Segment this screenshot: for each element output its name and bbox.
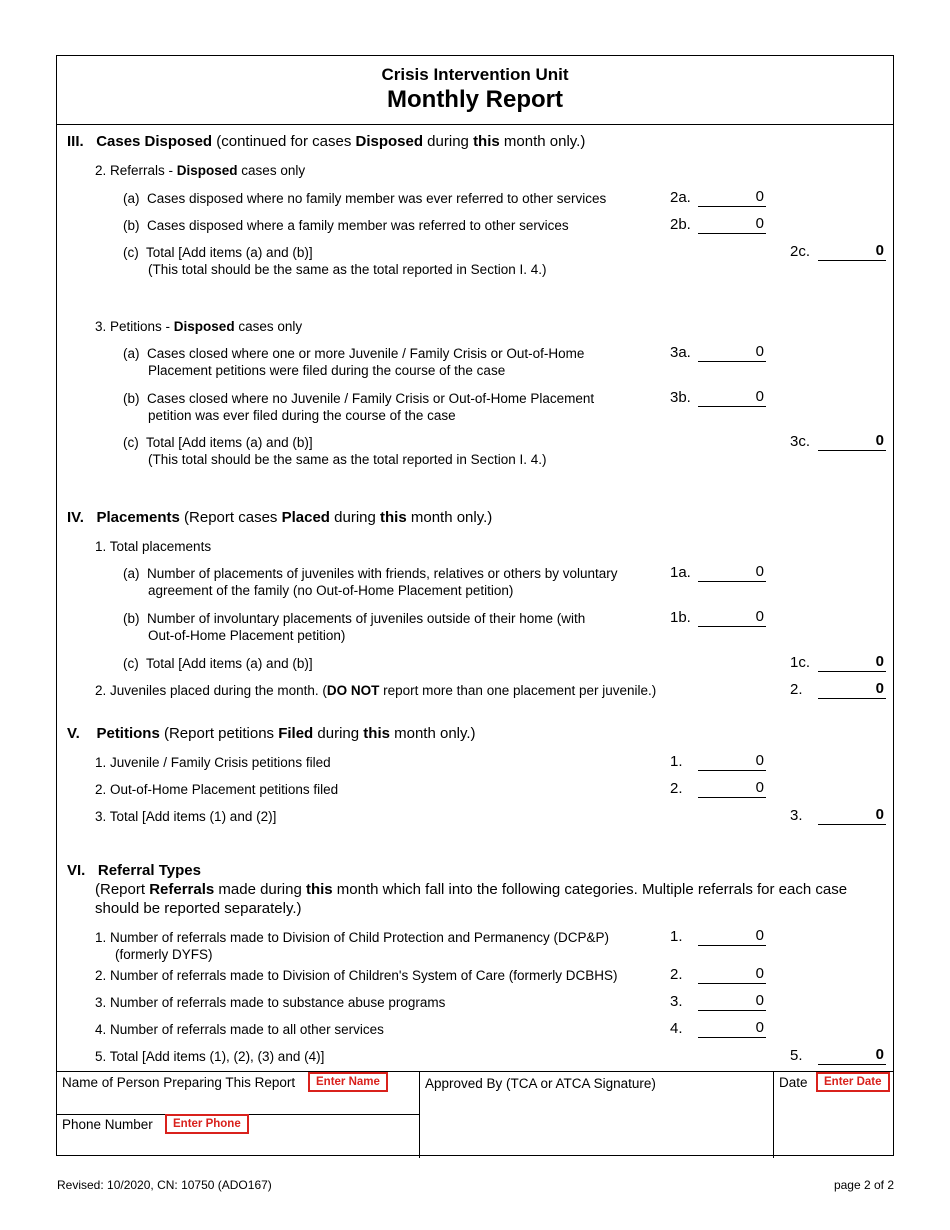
item-1a-cont: agreement of the family (no Out-of-Home Placement petition) xyxy=(148,583,514,598)
item-6-1-cont: (formerly DYFS) xyxy=(115,947,213,962)
value-6-3[interactable]: 0 xyxy=(698,992,766,1011)
signature-block xyxy=(57,1071,893,1158)
item-1b-cont: Out-of-Home Placement petition) xyxy=(148,628,346,643)
value-2c[interactable]: 0 xyxy=(818,242,886,261)
item-3c-note: (This total should be the same as the total reported in Section I. 4.) xyxy=(148,452,547,467)
value-5-2[interactable]: 0 xyxy=(698,779,766,798)
item-3a-cont: Placement petitions were filed during the course of the case xyxy=(148,363,506,378)
item-3b-cont: petition was ever filed during the course of the case xyxy=(148,408,456,423)
value-3b[interactable]: 0 xyxy=(698,388,766,407)
value-3a[interactable]: 0 xyxy=(698,343,766,362)
code-6-5: 5. xyxy=(790,1047,803,1064)
item-6-2: 2. Number of referrals made to Division of Children's System of Care (formerly DCBHS) xyxy=(95,968,618,983)
item-3a: (a) Cases closed where one or more Juvenile / Family Crisis or Out-of-Home xyxy=(123,346,585,361)
code-6-2: 2. xyxy=(670,966,683,983)
unit-name: Crisis Intervention Unit xyxy=(381,65,569,84)
petitions-heading: 3. Petitions - Disposed cases only xyxy=(95,319,303,334)
report-form xyxy=(56,55,894,1156)
item-3b: (b) Cases closed where no Juvenile / Family Crisis or Out-of-Home Placement xyxy=(123,391,595,406)
code-6-3: 3. xyxy=(670,993,683,1010)
signature-divider xyxy=(419,1072,420,1158)
value-6-5[interactable]: 0 xyxy=(818,1046,886,1065)
value-2a[interactable]: 0 xyxy=(698,188,766,207)
item-2c-note: (This total should be the same as the total reported in Section I. 4.) xyxy=(148,262,547,277)
value-6-1[interactable]: 0 xyxy=(698,927,766,946)
phone-field[interactable]: Enter Phone xyxy=(165,1114,249,1134)
item-3c: (c) Total [Add items (a) and (b)] xyxy=(123,435,313,450)
code-2a: 2a. xyxy=(670,189,691,206)
value-5-3[interactable]: 0 xyxy=(818,806,886,825)
report-header xyxy=(57,56,893,125)
value-6-4[interactable]: 0 xyxy=(698,1019,766,1038)
item-5-2: 2. Out-of-Home Placement petitions filed xyxy=(95,782,339,797)
item-1c: (c) Total [Add items (a) and (b)] xyxy=(123,656,313,671)
preparer-name-field[interactable]: Enter Name xyxy=(308,1072,388,1092)
code-6-4: 4. xyxy=(670,1020,683,1037)
value-3c[interactable]: 0 xyxy=(818,432,886,451)
item-6-1: 1. Number of referrals made to Division of Child Protection and Permanency (DCP&P) xyxy=(95,930,609,945)
item-5-1: 1. Juvenile / Family Crisis petitions filed xyxy=(95,755,331,770)
value-1c[interactable]: 0 xyxy=(818,653,886,672)
code-1b: 1b. xyxy=(670,609,691,626)
revision-info: Revised: 10/2020, CN: 10750 (ADO167) xyxy=(57,1178,272,1192)
date-field[interactable]: Enter Date xyxy=(816,1072,890,1092)
item-2b: (b) Cases disposed where a family member was referred to other services xyxy=(123,218,569,233)
code-3b: 3b. xyxy=(670,389,691,406)
item-6-3: 3. Number of referrals made to substance abuse programs xyxy=(95,995,446,1010)
total-placements-heading: 1. Total placements xyxy=(95,539,212,554)
section-6-heading: VI. Referral Types xyxy=(67,862,201,879)
item-6-4: 4. Number of referrals made to all other services xyxy=(95,1022,384,1037)
referrals-heading: 2. Referrals - Disposed cases only xyxy=(95,163,306,178)
item-6-5: 5. Total [Add items (1), (2), (3) and (4)] xyxy=(95,1049,325,1064)
value-6-2[interactable]: 0 xyxy=(698,965,766,984)
page-title: Monthly Report xyxy=(387,86,563,113)
code-5-1: 1. xyxy=(670,753,683,770)
section-5-heading: V. Petitions (Report petitions Filed during this month only.) xyxy=(67,725,476,742)
item-1a: (a) Number of placements of juveniles with friends, relatives or others by voluntary xyxy=(123,566,618,581)
item-2a: (a) Cases disposed where no family member was ever referred to other services xyxy=(123,191,607,206)
preparer-name-label: Name of Person Preparing This Report xyxy=(62,1075,296,1090)
section-4-heading: IV. Placements (Report cases Placed during this month only.) xyxy=(67,509,493,526)
code-4-2: 2. xyxy=(790,681,803,698)
page-number: page 2 of 2 xyxy=(833,1178,894,1192)
date-label: Date xyxy=(779,1075,808,1090)
value-5-1[interactable]: 0 xyxy=(698,752,766,771)
section-6-desc-cont: should be reported separately.) xyxy=(95,900,302,917)
value-1a[interactable]: 0 xyxy=(698,563,766,582)
item-juveniles-placed: 2. Juveniles placed during the month. (DO NOT report more than one placement per juvenile.) xyxy=(95,683,657,698)
value-4-2[interactable]: 0 xyxy=(818,680,886,699)
code-3c: 3c. xyxy=(790,433,811,450)
code-6-1: 1. xyxy=(670,928,683,945)
phone-label: Phone Number xyxy=(62,1117,153,1132)
value-2b[interactable]: 0 xyxy=(698,215,766,234)
code-5-3: 3. xyxy=(790,807,803,824)
section-6-desc: (Report Referrals made during this month which fall into the following categories. Multiple referrals for each case xyxy=(95,881,848,898)
item-2c: (c) Total [Add items (a) and (b)] xyxy=(123,245,313,260)
code-1a: 1a. xyxy=(670,564,691,581)
section-3-heading: III. Cases Disposed (continued for cases Disposed during this month only.) xyxy=(67,133,586,150)
item-5-3: 3. Total [Add items (1) and (2)] xyxy=(95,809,277,824)
approved-by-label: Approved By (TCA or ATCA Signature) xyxy=(425,1076,656,1091)
code-2b: 2b. xyxy=(670,216,691,233)
signature-divider xyxy=(773,1072,774,1158)
code-5-2: 2. xyxy=(670,780,683,797)
value-1b[interactable]: 0 xyxy=(698,608,766,627)
code-2c: 2c. xyxy=(790,243,811,260)
item-1b: (b) Number of involuntary placements of juveniles outside of their home (with xyxy=(123,611,586,626)
code-3a: 3a. xyxy=(670,344,691,361)
code-1c: 1c. xyxy=(790,654,811,671)
